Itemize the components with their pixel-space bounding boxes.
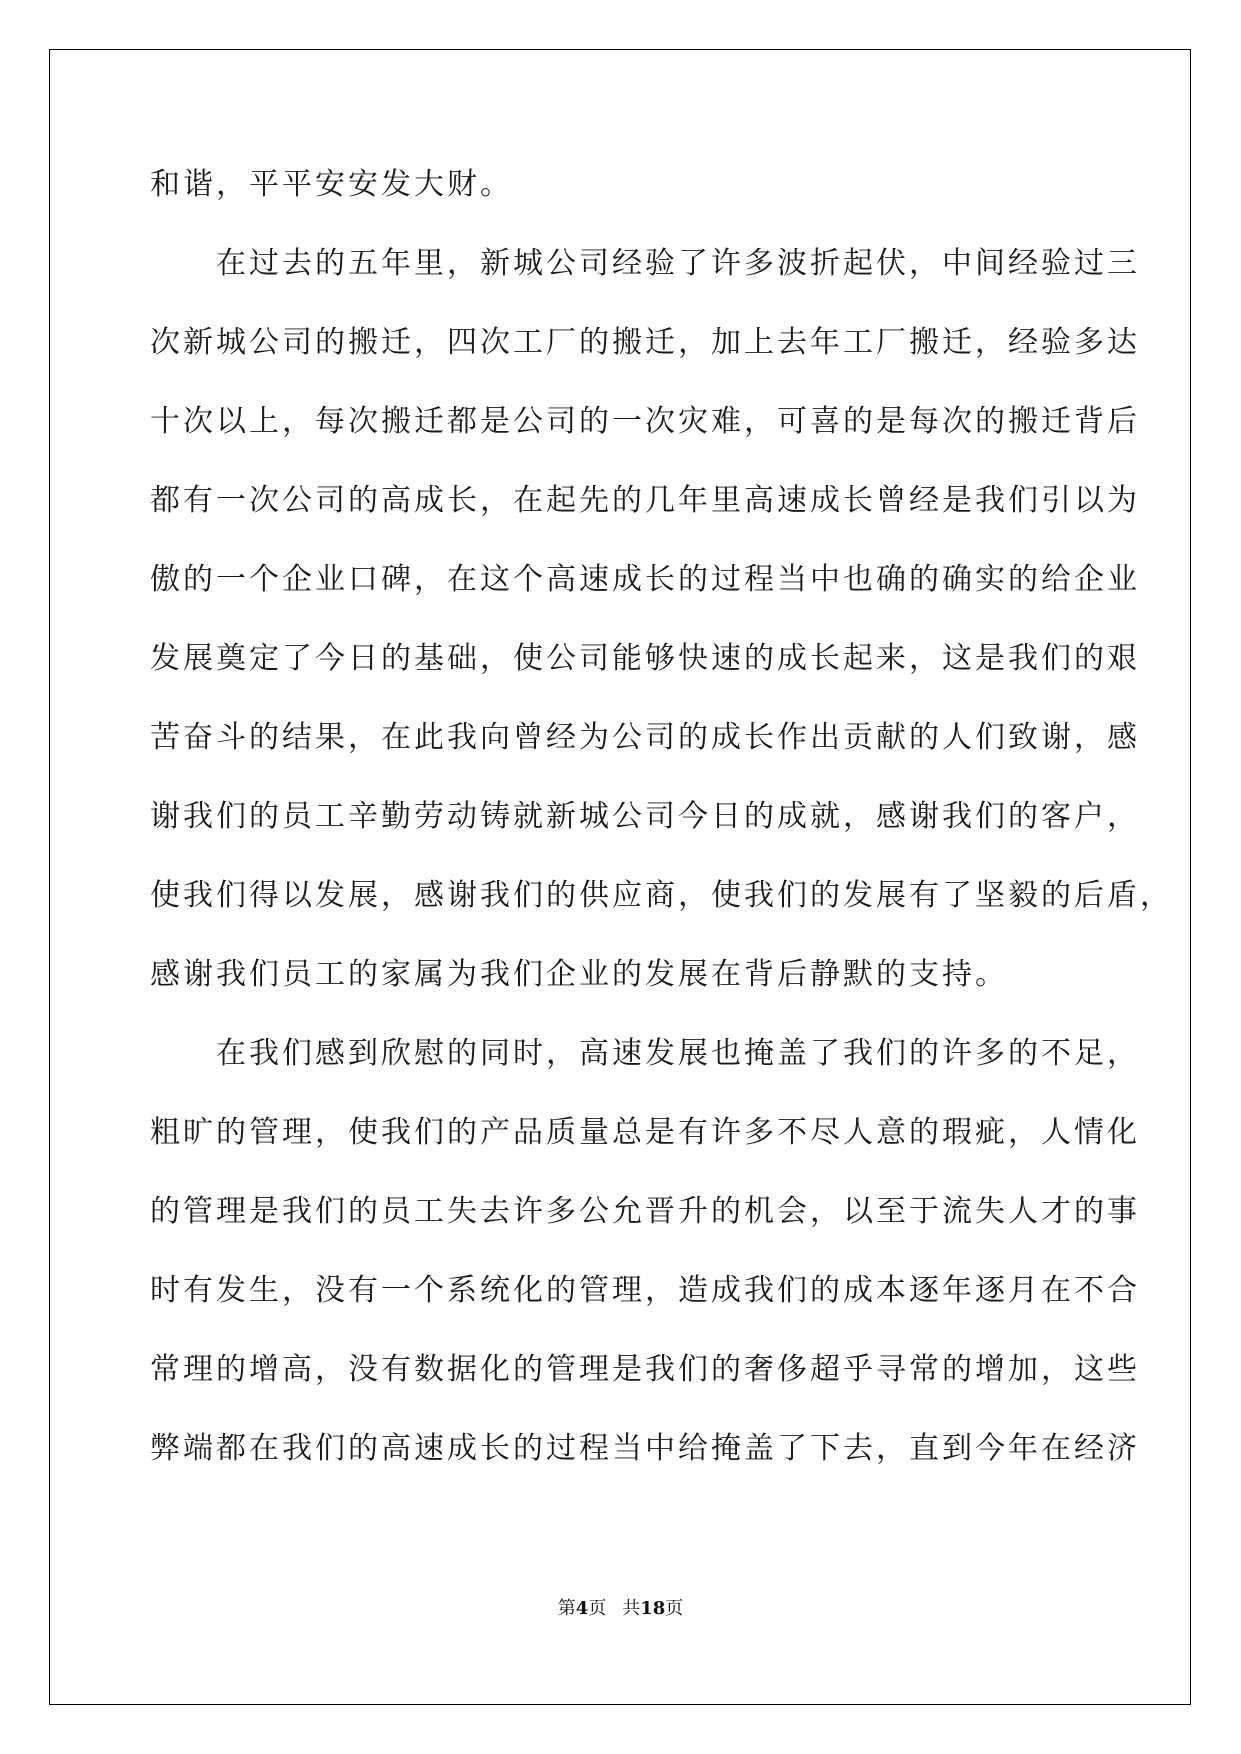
document-body xyxy=(150,160,1173,1503)
total-prefix: 共 xyxy=(622,1598,641,1619)
text-line: 十次以上，每次搬迁都是公司的一次灾难，可喜的是每次的搬迁背后 xyxy=(150,404,1140,439)
page-number: 4 xyxy=(575,1598,589,1619)
text-line: 使我们得以发展，感谢我们的供应商，使我们的发展有了坚毅的后盾， xyxy=(150,878,1173,913)
text-line: 粗旷的管理，使我们的产品质量总是有许多不尽人意的瑕疵，人情化 xyxy=(150,1115,1140,1150)
text-line: 傲的一个企业口碑，在这个高速成长的过程当中也确的确实的给企业 xyxy=(150,562,1140,597)
text-line: 都有一次公司的高成长，在起先的几年里高速成长曾经是我们引以为 xyxy=(150,483,1140,518)
text-line: 感谢我们员工的家属为我们企业的发展在背后静默的支持。 xyxy=(150,957,1008,992)
text-line: 弊端都在我们的高速成长的过程当中给掩盖了下去，直到今年在经济 xyxy=(150,1431,1140,1466)
page-prefix: 第 xyxy=(557,1598,576,1619)
text-line: 谢我们的员工辛勤劳动铸就新城公司今日的成就，感谢我们的客户， xyxy=(150,799,1140,834)
page-suffix: 页 xyxy=(588,1598,607,1619)
text-line: 次新城公司的搬迁，四次工厂的搬迁，加上去年工厂搬迁，经验多达 xyxy=(150,325,1140,360)
page-footer xyxy=(0,1594,1241,1620)
text-line: 时有发生，没有一个系统化的管理，造成我们的成本逐年逐月在不合 xyxy=(150,1273,1140,1308)
paragraph-start-line: 在过去的五年里，新城公司经验了许多波折起伏，中间经验过三 xyxy=(216,246,1140,281)
text-line: 的管理是我们的员工失去许多公允晋升的机会，以至于流失人才的事 xyxy=(150,1194,1140,1229)
total-suffix: 页 xyxy=(665,1598,684,1619)
text-line: 发展奠定了今日的基础，使公司能够快速的成长起来，这是我们的艰 xyxy=(150,641,1140,676)
text-line: 苦奋斗的结果，在此我向曾经为公司的成长作出贡献的人们致谢，感 xyxy=(150,720,1140,755)
paragraph-start-line: 在我们感到欣慰的同时，高速发展也掩盖了我们的许多的不足， xyxy=(216,1036,1140,1071)
text-line: 和谐，平平安安发大财。 xyxy=(150,167,513,202)
total-pages: 18 xyxy=(640,1598,666,1619)
text-line: 常理的增高，没有数据化的管理是我们的奢侈超乎寻常的增加，这些 xyxy=(150,1352,1140,1387)
